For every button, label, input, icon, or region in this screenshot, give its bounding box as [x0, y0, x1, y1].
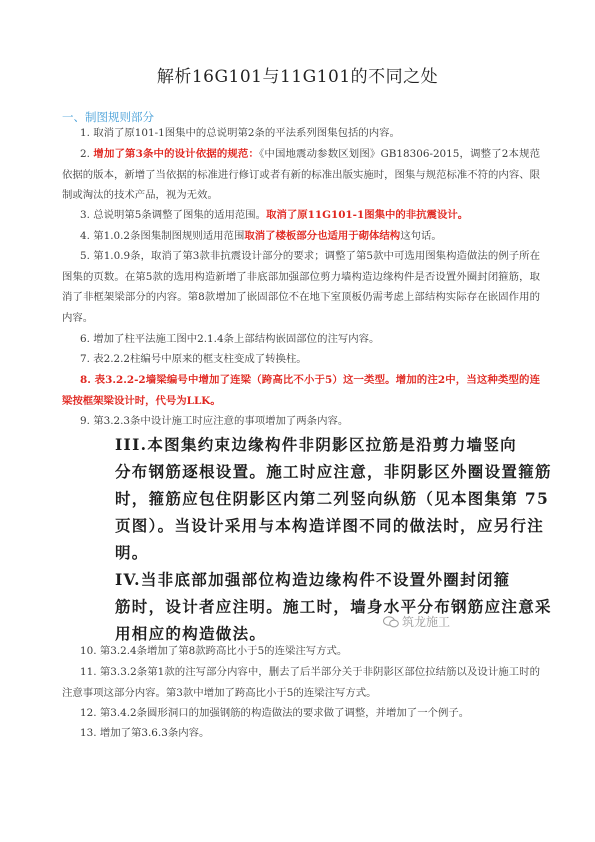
highlight-text: 增加了第3条中的设计依据的规范： [93, 148, 260, 160]
list-item-5: 5. 第1.0.9条，取消了第3款非抗震设计部分的要求；调整了第5款中可选用图集构造做法的例子所在图集的页数。在第5款的选用构造新增了非底部加强部位剪力墙构造边缘构件是否设置外圈封闭箍筋，取消了非框架梁部分的内容。第8款增加了嵌固部位不在地下室顶板仍需考虑上部结构实际存在嵌固作用的内容。 [62, 250, 540, 324]
highlight-text: 取消了楼板部分也适用于砌体结构 [244, 230, 401, 242]
item-text: 这句话。 [400, 230, 442, 242]
wechat-icon [383, 616, 399, 628]
list-item-13: 13. 增加了第3.6.3条内容。 [80, 727, 210, 739]
list-item-12: 12. 第3.4.2条圆形洞口的加强钢筋的构造做法的要求做了调整，并增加了一个例子。 [80, 707, 470, 719]
scan-line: IV.当非底部加强部位构造边缘构件不设置外圈封闭箍 [115, 570, 511, 589]
list-item-10: 10. 第3.2.4条增加了第8款跨高比小于5的连梁注写方式。 [80, 645, 348, 657]
section-heading: 一、制图规则部分 [62, 110, 154, 124]
list-item-8: 8. 表3.2.2-2墙梁编号中增加了连梁（跨高比不小于5）这一类型。增加的注2中，当这种类型的连梁按框架梁设计时，代号为LLK。 [62, 374, 540, 407]
scan-line: 筋时，设计者应注明。施工时，墙身水平分布钢筋应注意采 [115, 597, 552, 616]
watermark-text: 筑龙施工 [402, 615, 451, 629]
scan-line: 页图）。当设计采用与本构造详图不同的做法时，应另行注 [115, 516, 545, 535]
scan-line: III.本图集约束边缘构件非阴影区拉筋是沿剪力墙竖向 [115, 435, 517, 454]
list-item-6: 6. 增加了柱平法施工图中2.1.4条上部结构嵌固部位的注写内容。 [80, 333, 380, 345]
item-text: 3. 总说明第5条调整了图集的适用范围。 [80, 209, 267, 221]
list-item-9: 9. 第3.2.3条中设计施工时应注意的事项增加了两条内容。 [80, 415, 349, 427]
scan-line: 分布钢筋逐根设置。施工时应注意，非阴影区外圈设置箍筋 [115, 462, 552, 481]
watermark [383, 613, 450, 630]
list-item-3 [62, 205, 540, 226]
item-text: 《中国地震动参数区划图》GB18306-2015，调整了2本规范依据的版本，新增了当依据的标准进行修订或者有新的标准出版实施时，图集与规范标准不符的内容、限制或淘汰的技术产品，视为无效。 [62, 148, 541, 201]
item-number: 2. [80, 148, 94, 160]
list-item-11: 11. 第3.3.2条第1款的注写部分内容中，删去了后半部分关于非阴影区部位拉结筋以及设计施工时的注意事项这部分内容。第3款中增加了跨高比小于5的连梁注写方式。 [62, 666, 540, 699]
list-item-4 [62, 226, 540, 247]
highlight-text: 取消了原11G101-1图集中的非抗震设计。 [266, 209, 469, 221]
scan-line: 明。 [115, 543, 149, 562]
scan-line: 用相应的构造做法。 [115, 624, 267, 643]
list-item-1: 1. 取消了原101-1图集中的总说明第2条的平法系列图集包括的内容。 [80, 127, 400, 139]
document-title: 解析16G101与11G101的不同之处 [156, 67, 439, 87]
scan-line: 时，箍筋应包住阴影区内第二列竖向纵筋（见本图集第 75 [115, 489, 550, 508]
scanned-excerpt [95, 427, 552, 643]
item-text: 4. 第1.0.2条图集制图规则适用范围 [80, 230, 245, 242]
list-item-7: 7. 表2.2.2柱编号中原来的框支柱变成了转换柱。 [80, 353, 307, 365]
list-item-2 [62, 144, 540, 206]
